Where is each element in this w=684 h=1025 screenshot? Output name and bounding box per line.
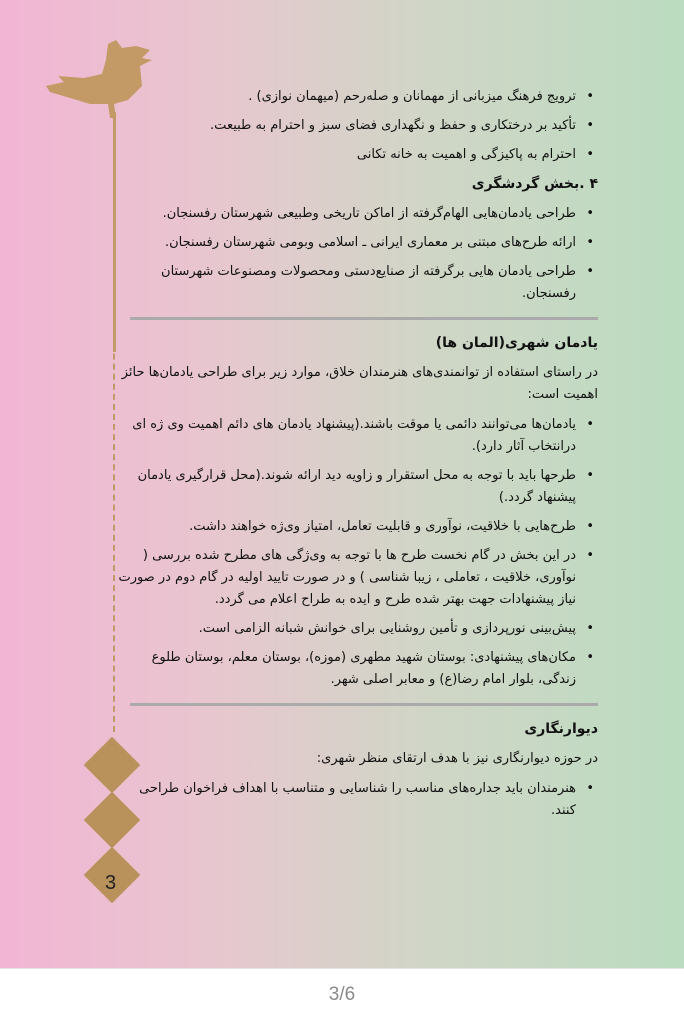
list-item: • یادمان‌ها می‌توانند دائمی یا موقت باشند.(پیشنهاد یادمان های دائم اهمیت وی ژه ای درانتخاب آثار دارد). <box>118 414 598 458</box>
tourism-list <box>118 203 598 305</box>
page-indicator: 3/6 <box>328 984 356 1005</box>
monuments-heading: یادمان شهری(المان ها) <box>435 335 598 351</box>
divider <box>130 317 598 320</box>
monuments-intro: در راستای استفاده از توانمندی‌های هنرمندان خلاق، موارد زیر برای طراحی یادمان‌ها حائز اهمیت است: <box>121 365 598 402</box>
list-item: • در این بخش در گام نخست طرح ها با توجه به وی‌ژگی های مطرح شده بررسی ( نوآوری، خلاقیت ، تعاملی ، زیبا شناسی ) و در صورت تایید اولیه در گام دوم در صورت نیاز پیشنهادات جهت بهتر شده طرح و ایده به طراح اعلام می گردد. <box>118 545 598 611</box>
list-item: • ارائه طرح‌های مبتنی بر معماری ایرانی ـ اسلامی وبومی شهرستان رفسنجان. <box>118 232 598 254</box>
divider <box>130 703 598 706</box>
decorative-dashed-line <box>113 112 115 732</box>
list-item: • طراحی یادمان هایی برگرفته از صنایع‌دستی ومحصولات ومصنوعات شهرستان رفسنجان. <box>118 261 598 305</box>
document-content <box>118 86 598 829</box>
list-item: • طراحی یادمان‌هایی الهام‌گرفته از اماکن تاریخی وطبیعی شهرستان رفسنجان. <box>118 203 598 225</box>
values-list <box>118 86 598 166</box>
list-item: • هنرمندان باید جداره‌های مناسب را شناسایی و متناسب با اهداف فراخوان طراحی کنند. <box>118 778 598 822</box>
mural-intro: در حوزه دیوارنگاری نیز با هدف ارتقای منظر شهری: <box>316 751 598 766</box>
mural-heading: دیوارنگاری <box>524 721 598 737</box>
tourism-heading: ۴ .بخش گردشگری <box>471 176 598 192</box>
list-item: • طرح‌هایی با خلاقیت، نوآوری و قابلیت تعامل، امتیاز وی‌ژه خواهند داشت. <box>118 516 598 538</box>
monuments-list <box>118 414 598 691</box>
list-item: • پیش‌بینی نورپردازی و تأمین روشنایی برای خوانش شبانه الزامی است. <box>118 618 598 640</box>
list-item: • تأکید بر درختکاری و حفظ و نگهداری فضای سبز و احترام به طبیعت. <box>118 115 598 137</box>
list-item: • مکان‌های پیشنهادی: بوستان شهید مطهری (موزه)، بوستان معلم، بوستان طلوع زندگی، بلوار امام رضا(ع) و معابر اصلی شهر. <box>118 647 598 691</box>
list-item: • طرحها باید با توجه به محل استقرار و زاویه دید ارائه شوند.(محل قرارگیری یادمان پیشنهاد گردد.) <box>118 465 598 509</box>
list-item: • احترام به پاکیزگی و اهمیت به خانه تکانی <box>118 144 598 166</box>
page-number: 3 <box>105 872 117 894</box>
mural-list <box>118 778 598 822</box>
list-item: • ترویج فرهنگ میزبانی از مهمانان و صله‌رحم (میهمان نوازی) . <box>118 86 598 108</box>
